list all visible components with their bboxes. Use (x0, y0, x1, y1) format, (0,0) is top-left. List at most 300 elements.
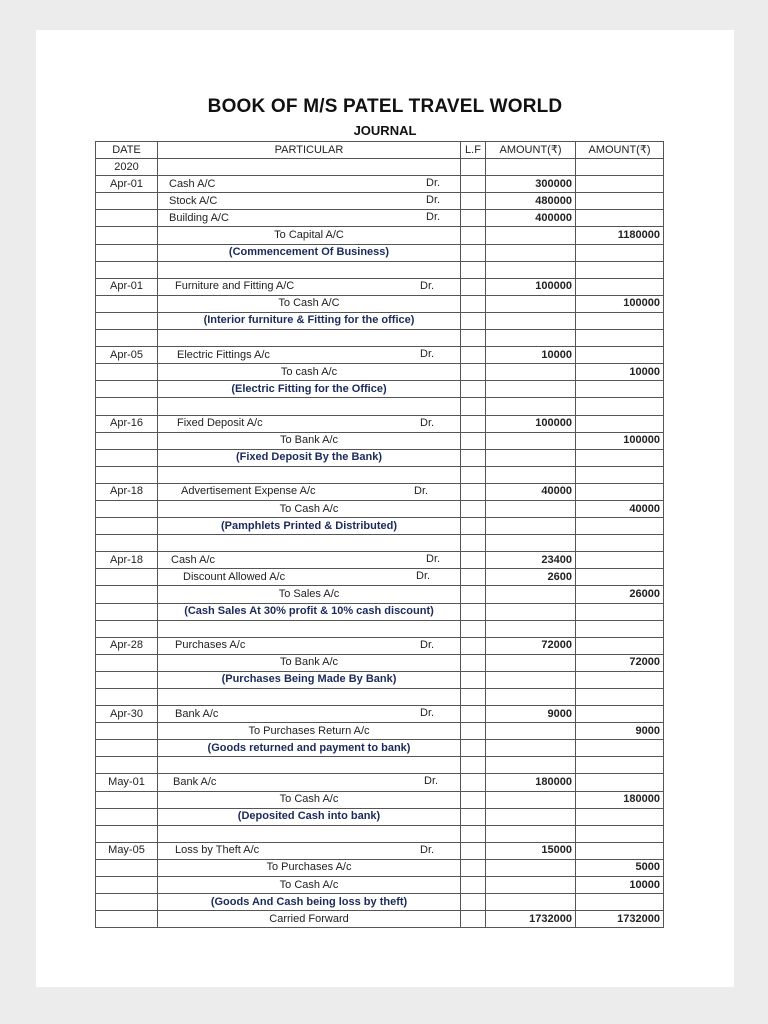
particular-cell (158, 330, 461, 347)
debit-amount-cell: 23400 (486, 552, 576, 569)
lf-cell (461, 483, 486, 500)
journal-row (96, 364, 664, 381)
lf-cell (461, 877, 486, 894)
debit-mark: Dr. (420, 638, 435, 651)
credit-amount-cell (576, 552, 664, 569)
debit-amount-cell: 9000 (486, 706, 576, 723)
date-cell: Apr-01 (96, 278, 158, 295)
particular-cell (158, 176, 461, 193)
date-cell (96, 432, 158, 449)
date-cell (96, 671, 158, 688)
credit-amount-cell: 5000 (576, 859, 664, 876)
date-cell (96, 877, 158, 894)
particular-cell (158, 210, 461, 227)
date-cell (96, 500, 158, 517)
credit-amount-cell (576, 466, 664, 483)
lf-cell (461, 894, 486, 911)
lf-cell (461, 654, 486, 671)
year-credit-cell (576, 159, 664, 176)
credit-amount-cell (576, 757, 664, 774)
debit-amount-cell (486, 244, 576, 261)
lf-cell (461, 432, 486, 449)
narration-text: (Goods And Cash being loss by theft) (158, 894, 461, 911)
debit-amount-cell (486, 449, 576, 466)
lf-cell (461, 176, 486, 193)
credit-account-name: To Cash A/C (158, 295, 461, 312)
lf-cell (461, 808, 486, 825)
date-cell (96, 859, 158, 876)
lf-cell (461, 415, 486, 432)
journal-row (96, 381, 664, 398)
debit-amount-cell (486, 227, 576, 244)
lf-cell (461, 398, 486, 415)
credit-amount-cell (576, 774, 664, 791)
date-cell: May-01 (96, 774, 158, 791)
credit-amount-cell (576, 244, 664, 261)
debit-amount-cell: 300000 (486, 176, 576, 193)
debit-amount-cell: 180000 (486, 774, 576, 791)
narration-text: (Commencement Of Business) (158, 244, 461, 261)
account-name: Advertisement Expense A/c (181, 485, 316, 498)
debit-mark: Dr. (426, 211, 441, 224)
spacer-row (96, 261, 664, 278)
journal-row (96, 552, 664, 569)
credit-amount-cell (576, 261, 664, 278)
credit-account-name: To Capital A/C (158, 227, 461, 244)
credit-amount-cell (576, 671, 664, 688)
credit-amount-cell (576, 176, 664, 193)
debit-amount-cell (486, 671, 576, 688)
debit-amount-cell (486, 381, 576, 398)
journal-row (96, 774, 664, 791)
particular-cell (158, 193, 461, 210)
date-cell: Apr-28 (96, 637, 158, 654)
spacer-row (96, 620, 664, 637)
credit-amount-cell (576, 210, 664, 227)
credit-amount-cell (576, 483, 664, 500)
credit-amount-cell (576, 706, 664, 723)
account-name: Bank A/c (175, 707, 219, 720)
debit-amount-cell (486, 261, 576, 278)
credit-amount-cell (576, 381, 664, 398)
year-particular-cell (158, 159, 461, 176)
debit-amount-cell (486, 859, 576, 876)
narration-text: (Interior furniture & Fitting for the office) (158, 312, 461, 329)
page-title: BOOK OF M/S PATEL TRAVEL WORLD (207, 96, 563, 117)
credit-amount-cell (576, 398, 664, 415)
credit-account-name: To Cash A/c (158, 791, 461, 808)
credit-amount-cell (576, 740, 664, 757)
account-name: Furniture and Fitting A/C (175, 280, 295, 293)
credit-amount-cell: 1180000 (576, 227, 664, 244)
journal-row (96, 859, 664, 876)
lf-cell (461, 671, 486, 688)
debit-amount-cell (486, 654, 576, 671)
spacer-row (96, 825, 664, 842)
spacer-row (96, 689, 664, 706)
lf-cell (461, 210, 486, 227)
debit-mark: Dr. (420, 348, 435, 361)
debit-amount-cell (486, 295, 576, 312)
journal-row (96, 637, 664, 654)
date-cell (96, 603, 158, 620)
credit-amount-cell (576, 842, 664, 859)
lf-cell (461, 791, 486, 808)
journal-row (96, 432, 664, 449)
debit-amount-cell: 480000 (486, 193, 576, 210)
journal-row (96, 193, 664, 210)
debit-amount-cell (486, 791, 576, 808)
credit-amount-cell: 10000 (576, 877, 664, 894)
debit-mark: Dr. (420, 279, 435, 292)
narration-text: (Purchases Being Made By Bank) (158, 671, 461, 688)
page-subtitle: JOURNAL (353, 123, 417, 138)
credit-account-name: To Purchases A/c (158, 859, 461, 876)
journal-table (95, 141, 664, 928)
total-row (96, 911, 664, 928)
lf-cell (461, 500, 486, 517)
debit-amount-cell (486, 466, 576, 483)
header-lf: L.F (461, 142, 486, 159)
debit-mark: Dr. (420, 416, 435, 429)
lf-cell (461, 466, 486, 483)
journal-row (96, 569, 664, 586)
account-name: Electric Fittings A/c (177, 348, 270, 361)
debit-amount-cell (486, 500, 576, 517)
date-cell (96, 227, 158, 244)
credit-account-name: To Sales A/c (158, 586, 461, 603)
particular-cell (158, 466, 461, 483)
journal-sheet (36, 30, 734, 987)
journal-row (96, 894, 664, 911)
lf-cell (461, 535, 486, 552)
journal-row (96, 210, 664, 227)
credit-amount-cell (576, 193, 664, 210)
credit-amount-cell: 100000 (576, 432, 664, 449)
debit-amount-cell (486, 364, 576, 381)
particular-cell (158, 757, 461, 774)
journal-row (96, 244, 664, 261)
date-cell (96, 569, 158, 586)
date-cell: Apr-01 (96, 176, 158, 193)
debit-amount-cell (486, 757, 576, 774)
debit-amount-cell (486, 825, 576, 842)
particular-cell (158, 261, 461, 278)
year-cell: 2020 (96, 159, 158, 176)
lf-cell (461, 347, 486, 364)
debit-amount-cell (486, 398, 576, 415)
lf-cell (461, 295, 486, 312)
date-cell (96, 466, 158, 483)
debit-amount-cell (486, 620, 576, 637)
account-name: Stock A/C (169, 194, 218, 207)
header-particular: PARTICULAR (158, 142, 461, 159)
journal-row (96, 415, 664, 432)
debit-amount-cell: 40000 (486, 483, 576, 500)
credit-amount-cell (576, 518, 664, 535)
lf-cell (461, 261, 486, 278)
debit-amount-cell (486, 535, 576, 552)
credit-account-name: To Bank A/c (158, 654, 461, 671)
journal-row (96, 603, 664, 620)
credit-amount-cell (576, 535, 664, 552)
lf-cell (461, 518, 486, 535)
debit-mark: Dr. (424, 775, 439, 788)
date-cell: Apr-05 (96, 347, 158, 364)
credit-account-name: To Bank A/c (158, 432, 461, 449)
debit-amount-cell: 1732000 (486, 911, 576, 928)
debit-amount-cell (486, 603, 576, 620)
date-cell (96, 295, 158, 312)
narration-text: (Electric Fitting for the Office) (158, 381, 461, 398)
journal-row (96, 347, 664, 364)
account-name: Loss by Theft A/c (175, 844, 260, 857)
journal-row (96, 791, 664, 808)
lf-cell (461, 381, 486, 398)
particular-cell (158, 706, 461, 723)
date-cell (96, 911, 158, 928)
lf-cell (461, 330, 486, 347)
credit-account-name: To Cash A/c (158, 500, 461, 517)
particular-cell (158, 552, 461, 569)
carried-forward-label: Carried Forward (158, 911, 461, 928)
lf-cell (461, 706, 486, 723)
debit-amount-cell: 15000 (486, 842, 576, 859)
debit-mark: Dr. (416, 570, 431, 583)
date-cell (96, 330, 158, 347)
particular-cell (158, 825, 461, 842)
debit-amount-cell (486, 877, 576, 894)
date-cell: Apr-30 (96, 706, 158, 723)
journal-row (96, 586, 664, 603)
date-cell: Apr-18 (96, 483, 158, 500)
particular-cell (158, 620, 461, 637)
particular-cell (158, 398, 461, 415)
debit-mark: Dr. (426, 553, 441, 566)
lf-cell (461, 449, 486, 466)
date-cell (96, 261, 158, 278)
debit-amount-cell (486, 330, 576, 347)
narration-text: (Cash Sales At 30% profit & 10% cash discount) (158, 603, 461, 620)
lf-cell (461, 842, 486, 859)
date-cell (96, 535, 158, 552)
date-cell (96, 894, 158, 911)
journal-row (96, 740, 664, 757)
account-name: Fixed Deposit A/c (177, 417, 263, 430)
date-cell (96, 825, 158, 842)
date-cell: Apr-16 (96, 415, 158, 432)
lf-cell (461, 740, 486, 757)
credit-amount-cell (576, 894, 664, 911)
debit-amount-cell: 10000 (486, 347, 576, 364)
credit-amount-cell: 1732000 (576, 911, 664, 928)
date-cell (96, 791, 158, 808)
debit-amount-cell (486, 808, 576, 825)
lf-cell (461, 603, 486, 620)
particular-cell (158, 689, 461, 706)
journal-row (96, 654, 664, 671)
debit-amount-cell (486, 312, 576, 329)
credit-amount-cell: 10000 (576, 364, 664, 381)
credit-amount-cell: 26000 (576, 586, 664, 603)
lf-cell (461, 552, 486, 569)
journal-row (96, 483, 664, 500)
credit-amount-cell (576, 689, 664, 706)
credit-amount-cell: 72000 (576, 654, 664, 671)
account-name: Bank A/c (173, 776, 217, 789)
journal-row (96, 808, 664, 825)
journal-row (96, 449, 664, 466)
credit-amount-cell: 40000 (576, 500, 664, 517)
journal-row (96, 842, 664, 859)
date-cell (96, 757, 158, 774)
date-cell (96, 364, 158, 381)
header-amount-credit: AMOUNT(₹) (576, 142, 664, 159)
credit-amount-cell: 9000 (576, 723, 664, 740)
lf-cell (461, 278, 486, 295)
debit-amount-cell (486, 432, 576, 449)
credit-amount-cell (576, 603, 664, 620)
date-cell (96, 449, 158, 466)
lf-cell (461, 569, 486, 586)
lf-cell (461, 586, 486, 603)
date-cell (96, 808, 158, 825)
credit-amount-cell (576, 415, 664, 432)
credit-account-name: To Purchases Return A/c (158, 723, 461, 740)
year-debit-cell (486, 159, 576, 176)
header-row (96, 142, 664, 159)
credit-amount-cell (576, 449, 664, 466)
debit-amount-cell (486, 740, 576, 757)
lf-cell (461, 620, 486, 637)
journal-row (96, 176, 664, 193)
date-cell: May-05 (96, 842, 158, 859)
account-name: Purchases A/c (175, 639, 246, 652)
debit-mark: Dr. (414, 484, 429, 497)
header-date: DATE (96, 142, 158, 159)
particular-cell (158, 483, 461, 500)
particular-cell (158, 774, 461, 791)
debit-mark: Dr. (420, 707, 435, 720)
particular-cell (158, 569, 461, 586)
debit-amount-cell (486, 723, 576, 740)
date-cell (96, 586, 158, 603)
journal-row (96, 518, 664, 535)
account-name: Discount Allowed A/c (183, 570, 286, 583)
account-name: Cash A/C (169, 177, 216, 190)
particular-cell (158, 637, 461, 654)
journal-row (96, 723, 664, 740)
date-cell (96, 518, 158, 535)
particular-cell (158, 535, 461, 552)
date-cell (96, 210, 158, 227)
spacer-row (96, 398, 664, 415)
credit-amount-cell (576, 637, 664, 654)
debit-mark: Dr. (426, 194, 441, 207)
date-cell (96, 620, 158, 637)
journal-row (96, 671, 664, 688)
credit-amount-cell (576, 808, 664, 825)
lf-cell (461, 825, 486, 842)
particular-cell (158, 415, 461, 432)
debit-amount-cell (486, 894, 576, 911)
date-cell (96, 654, 158, 671)
date-cell (96, 244, 158, 261)
particular-cell (158, 842, 461, 859)
journal-row (96, 500, 664, 517)
lf-cell (461, 757, 486, 774)
lf-cell (461, 227, 486, 244)
debit-amount-cell: 100000 (486, 278, 576, 295)
account-name: Cash A/c (171, 553, 216, 566)
lf-cell (461, 312, 486, 329)
account-name: Building A/C (169, 211, 229, 224)
spacer-row (96, 466, 664, 483)
credit-account-name: To Cash A/c (158, 877, 461, 894)
debit-mark: Dr. (420, 843, 435, 856)
debit-amount-cell (486, 689, 576, 706)
debit-amount-cell: 100000 (486, 415, 576, 432)
narration-text: (Deposited Cash into bank) (158, 808, 461, 825)
debit-amount-cell (486, 518, 576, 535)
credit-amount-cell: 180000 (576, 791, 664, 808)
credit-amount-cell (576, 347, 664, 364)
lf-cell (461, 637, 486, 654)
narration-text: (Goods returned and payment to bank) (158, 740, 461, 757)
spacer-row (96, 757, 664, 774)
lf-cell (461, 911, 486, 928)
lf-cell (461, 244, 486, 261)
credit-amount-cell (576, 620, 664, 637)
lf-cell (461, 859, 486, 876)
spacer-row (96, 535, 664, 552)
credit-amount-cell: 100000 (576, 295, 664, 312)
credit-amount-cell (576, 312, 664, 329)
journal-row (96, 706, 664, 723)
credit-amount-cell (576, 569, 664, 586)
date-cell: Apr-18 (96, 552, 158, 569)
lf-cell (461, 689, 486, 706)
debit-mark: Dr. (426, 177, 441, 190)
debit-amount-cell: 400000 (486, 210, 576, 227)
header-amount-debit: AMOUNT(₹) (486, 142, 576, 159)
date-cell (96, 740, 158, 757)
date-cell (96, 312, 158, 329)
narration-text: (Pamphlets Printed & Distributed) (158, 518, 461, 535)
narration-text: (Fixed Deposit By the Bank) (158, 449, 461, 466)
lf-cell (461, 193, 486, 210)
journal-row (96, 227, 664, 244)
lf-cell (461, 774, 486, 791)
debit-amount-cell: 2600 (486, 569, 576, 586)
lf-cell (461, 364, 486, 381)
credit-amount-cell (576, 330, 664, 347)
particular-cell (158, 278, 461, 295)
lf-cell (461, 723, 486, 740)
journal-row (96, 278, 664, 295)
date-cell (96, 398, 158, 415)
year-lf-cell (461, 159, 486, 176)
credit-amount-cell (576, 278, 664, 295)
debit-amount-cell (486, 586, 576, 603)
date-cell (96, 689, 158, 706)
date-cell (96, 723, 158, 740)
date-cell (96, 381, 158, 398)
debit-amount-cell: 72000 (486, 637, 576, 654)
particular-cell (158, 347, 461, 364)
journal-row (96, 295, 664, 312)
journal-row (96, 877, 664, 894)
